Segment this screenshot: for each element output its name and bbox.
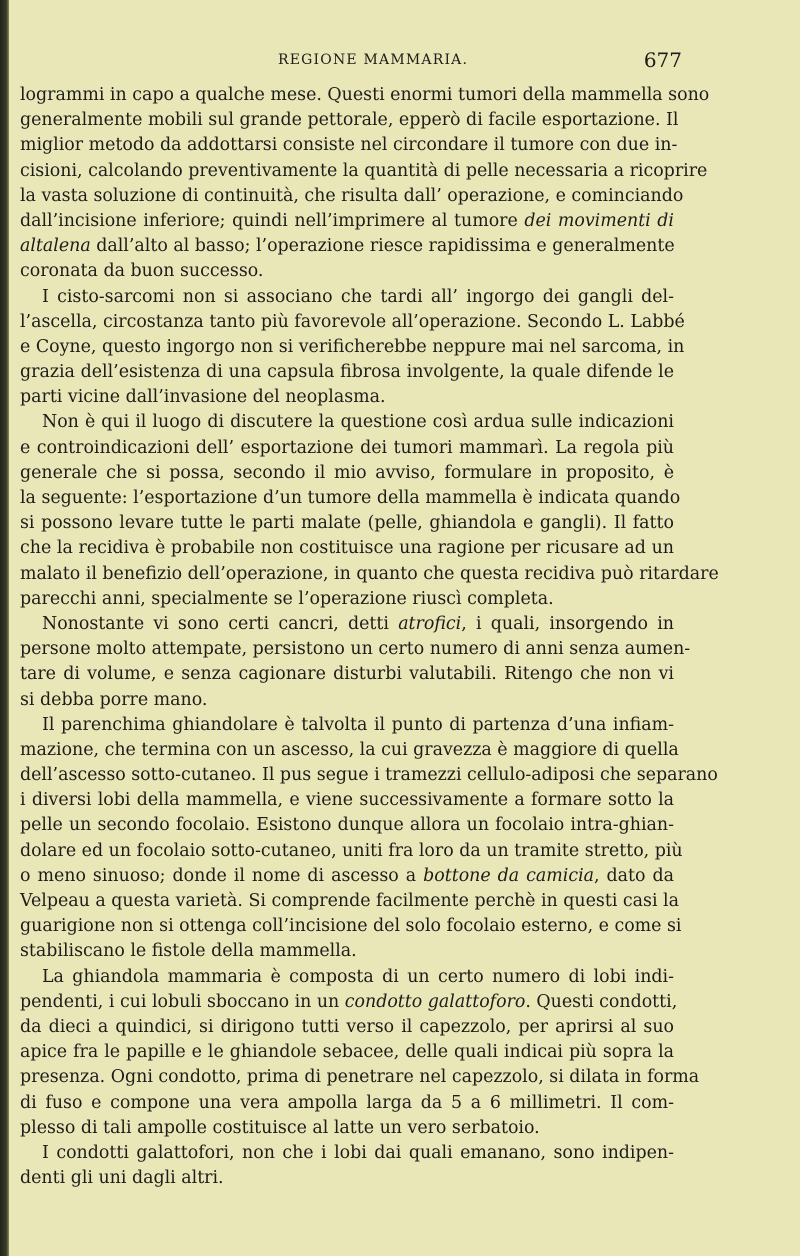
text-segment: I condotti galattofori, non che i lobi dai quali emanano, sono indipen- (42, 1142, 674, 1163)
text-line (20, 511, 674, 536)
text-line (20, 385, 674, 410)
text-line (20, 1166, 674, 1191)
text-line (20, 436, 674, 461)
text-segment: Il parenchima ghiandolare è talvolta il punto di partenza d’una infiam- (42, 714, 674, 735)
text-line (20, 637, 691, 662)
italic-term: altalena (20, 236, 91, 257)
text-line (20, 965, 674, 990)
text-segment: Non è qui il luogo di discutere la questione così ardua sulle indicazioni (42, 412, 674, 433)
text-segment: parecchi anni, specialmente se l’operazione riuscì completa. (20, 588, 554, 609)
text-segment: dolare ed un focolaio sotto-cutaneo, uniti fra loro da un tramite stretto, più (20, 840, 683, 861)
text-line (20, 184, 684, 209)
text-line (20, 839, 683, 864)
text-segment: e controindicazioni dell’ esportazione dei tumori mammarì. La regola più (20, 437, 674, 458)
text-segment: La ghiandola mammaria è composta di un certo numero di lobi indi- (42, 966, 674, 987)
text-segment: si debba porre mano. (20, 689, 208, 710)
text-segment: apice fra le papille e le ghiandole sebacee, delle quali indicai più sopra la (20, 1042, 674, 1063)
text-line (20, 763, 718, 788)
text-line (20, 209, 674, 234)
text-line (20, 159, 708, 184)
text-line (20, 688, 674, 713)
text-segment: o meno sinuoso; donde il nome di ascesso a (20, 865, 424, 886)
text-segment: denti gli uni dagli altri. (20, 1168, 224, 1189)
text-line (20, 864, 674, 889)
text-segment: di fuso e compone una vera ampolla larga da 5 a 6 millimetri. Il com- (20, 1092, 674, 1113)
italic-term: bottone da camicia (423, 865, 594, 886)
text-line (20, 536, 674, 561)
text-line (20, 259, 674, 284)
page-header (20, 50, 682, 74)
text-segment: I cisto-sarcomi non si associano che tardi all’ ingorgo dei gangli del- (42, 286, 674, 307)
text-segment: si possono levare tutte le parti malate (pelle, ghiandola e gangli). Il fatto (20, 513, 674, 534)
text-line (20, 939, 674, 964)
text-line (20, 310, 685, 335)
text-segment: miglior metodo da addottarsi consiste nel circondare il tumore con due in- (20, 135, 678, 156)
text-segment: . Questi condotti, (525, 991, 678, 1012)
text-line (20, 713, 674, 738)
text-line (20, 1065, 700, 1090)
text-segment: dell’ascesso sotto-cutaneo. Il pus segue i tramezzi cellulo-adiposi che separano (20, 765, 718, 786)
text-line (20, 1141, 674, 1166)
text-line (20, 562, 719, 587)
text-line (20, 813, 674, 838)
text-segment: stabiliscano le fistole della mammella. (20, 941, 357, 962)
text-segment: logrammi in capo a qualche mese. Questi enormi tumori della mammella sono (20, 85, 710, 105)
text-segment: persone molto attempate, persistono un certo numero di anni senza aumen- (20, 639, 691, 660)
text-line (20, 285, 674, 310)
text-line (20, 486, 681, 511)
text-line (20, 1116, 674, 1141)
text-segment: dall’alto al basso; l’operazione riesce rapidissima e generalmente (90, 236, 675, 257)
text-segment: tare di volume, e senza cagionare disturbi valutabili. Ritengo che non vi (20, 664, 674, 685)
text-segment: cisioni, calcolando preventivamente la quantità di pelle necessaria a ricoprire (20, 160, 708, 181)
text-line (20, 662, 674, 687)
text-line (20, 914, 682, 939)
italic-term: atrofici (398, 613, 462, 634)
text-segment: , dato da (594, 865, 675, 886)
text-segment: parti vicine dall’invasione del neoplasma. (20, 387, 386, 408)
text-line (20, 1091, 674, 1116)
text-line (20, 83, 710, 108)
text-segment: Nonostante vi sono certi cancri, detti (42, 613, 399, 634)
text-segment: pendenti, i cui lobuli sboccano in un (20, 991, 345, 1012)
text-line (20, 587, 674, 612)
text-line (20, 335, 685, 360)
text-line (20, 461, 674, 486)
body-text (20, 83, 719, 1191)
text-line (20, 108, 679, 133)
text-line (20, 612, 674, 637)
text-segment: che la recidiva è probabile non costituisce una ragione per ricusare ad un (20, 538, 674, 559)
text-segment: , i quali, insorgendo in (461, 613, 674, 634)
text-segment: generale che si possa, secondo il mio avviso, formulare in proposito, è (20, 462, 674, 483)
text-segment: mazione, che termina con un ascesso, la cui gravezza è maggiore di quella (20, 739, 679, 760)
text-line (20, 133, 678, 158)
text-segment: l’ascella, circostanza tanto più favorevole all’operazione. Secondo L. Labbé (20, 311, 685, 332)
text-segment: coronata da buon successo. (20, 261, 264, 282)
text-line (20, 234, 674, 259)
italic-term: dei movimenti di (524, 210, 674, 231)
text-segment: presenza. Ogni condotto, prima di penetrare nel capezzolo, si dilata in forma (20, 1067, 700, 1088)
text-segment: guarigione non si ottenga coll’incisione del solo focolaio esterno, e come si (20, 916, 682, 937)
text-segment: pelle un secondo focolaio. Esistono dunque allora un focolaio intra-ghian- (20, 815, 674, 836)
text-segment: grazia dell’esistenza di una capsula fibrosa involgente, la quale difende le (20, 362, 674, 383)
text-line (20, 410, 674, 435)
text-line (20, 738, 679, 763)
text-line (20, 1015, 674, 1040)
text-segment: la seguente: l’esportazione d’un tumore della mammella è indicata quando (20, 488, 681, 508)
text-segment: generalmente mobili sul grande pettorale, epperò di facile esportazione. Il (20, 110, 679, 131)
text-segment: plesso di tali ampolle costituisce al latte un vero serbatoio. (20, 1117, 540, 1138)
book-spine-edge (0, 0, 9, 1256)
text-line (20, 889, 679, 914)
text-line (20, 1040, 674, 1065)
page-number: 677 (643, 48, 682, 72)
text-segment: e Coyne, questo ingorgo non si verificherebbe neppure mai nel sarcoma, in (20, 336, 685, 357)
text-segment: dall’incisione inferiore; quindi nell’imprimere al tumore (20, 210, 525, 231)
text-line (20, 360, 674, 385)
italic-term: condotto galattoforo (344, 991, 526, 1012)
text-segment: i diversi lobi della mammella, e viene successivamente a formare sotto la (20, 790, 674, 811)
text-segment: Velpeau a questa varietà. Si comprende facilmente perchè in questi casi la (20, 891, 679, 911)
running-title: REGIONE MAMMARIA. (278, 52, 469, 68)
text-segment: malato il benefizio dell’operazione, in quanto che questa recidiva può ritardare (20, 563, 719, 584)
text-line (20, 788, 674, 813)
text-segment: da dieci a quindici, si dirigono tutti verso il capezzolo, per aprirsi al suo (20, 1016, 674, 1037)
text-line (20, 990, 678, 1015)
text-segment: la vasta soluzione di continuità, che risulta dall’ operazione, e cominciando (20, 185, 684, 206)
